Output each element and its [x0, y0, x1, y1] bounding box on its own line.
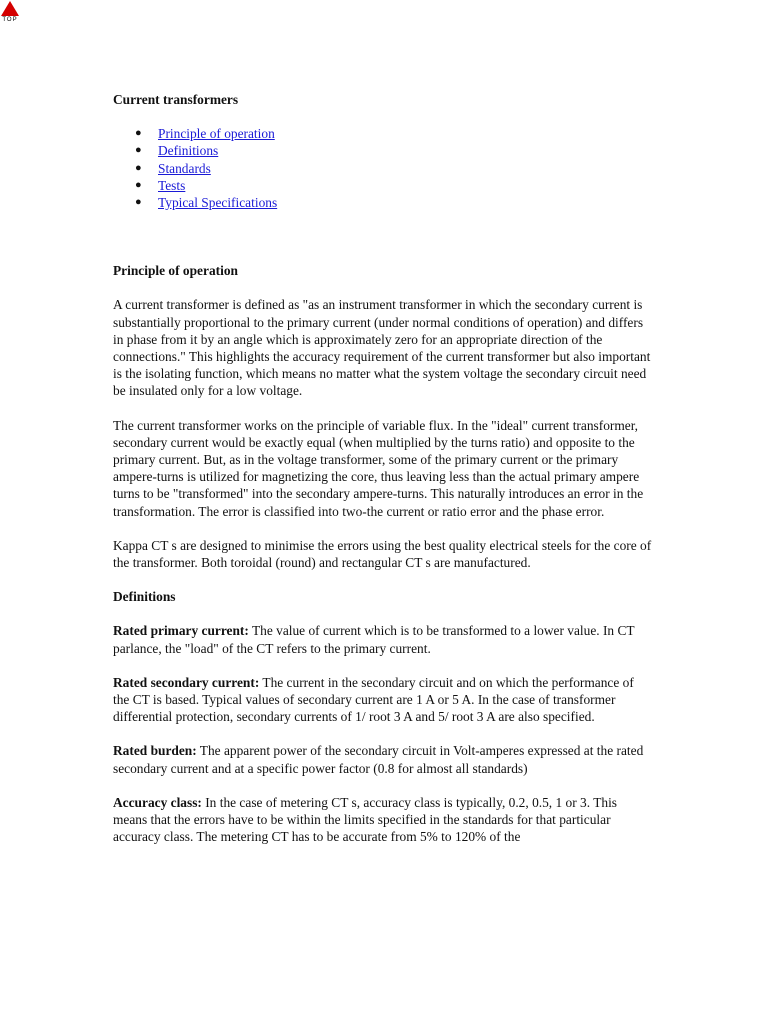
toc-link-definitions[interactable]: Definitions	[158, 143, 219, 159]
top-logo-text: TOP	[2, 17, 18, 23]
definition-text: In the case of metering CT s, accuracy class is typically, 0.2, 0.5, 1 or 3. This means that the errors have to be within the limits specified in the standards for that particular accuracy class. The metering CT has to be accurate from 5% to 120% of the	[113, 794, 618, 845]
bullet-icon: ●	[135, 161, 142, 174]
table-of-contents	[113, 125, 653, 211]
definition-term: Rated secondary current:	[113, 674, 260, 690]
definition-text: The value of current which is to be transformed to a lower value. In CT parlance, the "load" of the CT refers to the primary current.	[113, 623, 635, 656]
definition-rated-secondary-current	[113, 674, 653, 726]
toc-item	[135, 125, 653, 142]
toc-link-principle[interactable]: Principle of operation	[158, 126, 275, 142]
definition-rated-primary-current	[113, 622, 653, 656]
toc-item	[135, 194, 653, 211]
bullet-icon: ●	[135, 195, 142, 208]
definition-text: The current in the secondary circuit and on which the performance of the CT is based. Typical values of secondary current are 1 A or 5 A. In the case of transformer differential protection, secondary currents of 1/ root 3 A and 5/ root 3 A are also specified.	[113, 674, 634, 725]
definition-term: Accuracy class:	[113, 794, 202, 810]
document-content	[113, 91, 653, 862]
bullet-icon: ●	[135, 144, 142, 157]
principle-paragraph-2: The current transformer works on the principle of variable flux. In the "ideal" current transformer, secondary current would be exactly equal (when multiplied by the turns ratio) and opposite to the primary current. But, as in the voltage transformer, some of the primary current or the primary ampere-turns is utilized for magnetizing the core, thus leaving less than the actual primary ampere turns to be "transformed" into the secondary ampere-turns. This naturally introduces an error in the transformation. The error is classified into two-the current or ratio error and the phase error.	[113, 417, 644, 519]
principle-paragraph-1: A current transformer is defined as "as an instrument transformer in which the secondary current is substantially proportional to the primary current (under normal conditions of operation) and differs in phase from it by an angle which is approximately zero for an appropriate direction of the connections." This highlights the accuracy requirement of the current transformer but also important is the isolating function, which means no matter what the system voltage the secondary circuit need be insulated only for a low voltage.	[113, 297, 651, 399]
toc-item	[135, 142, 653, 159]
top-arrow-icon	[0, 0, 20, 17]
definition-rated-burden	[113, 742, 653, 776]
toc-link-standards[interactable]: Standards	[158, 160, 211, 176]
top-logo-link[interactable]	[0, 0, 20, 26]
definition-text: The apparent power of the secondary circuit in Volt-amperes expressed at the rated secondary current and at a specific power factor (0.8 for almost all standards)	[113, 743, 644, 776]
toc-item	[135, 177, 653, 194]
toc-item	[135, 160, 653, 177]
toc-link-typical-specifications[interactable]: Typical Specifications	[158, 194, 278, 210]
page-title: Current transformers	[113, 92, 239, 107]
bullet-icon: ●	[135, 127, 142, 140]
definition-accuracy-class	[113, 794, 653, 846]
definition-term: Rated burden:	[113, 743, 197, 759]
bullet-icon: ●	[135, 178, 142, 191]
toc-link-tests[interactable]: Tests	[158, 177, 186, 193]
definition-term: Rated primary current:	[113, 623, 249, 639]
principle-paragraph-3: Kappa CT s are designed to minimise the errors using the best quality electrical steels for the core of the transformer. Both toroidal (round) and rectangular CT s are manufactured.	[113, 537, 652, 570]
section-heading-principle: Principle of operation	[113, 263, 238, 279]
section-heading-definitions: Definitions	[113, 589, 176, 605]
